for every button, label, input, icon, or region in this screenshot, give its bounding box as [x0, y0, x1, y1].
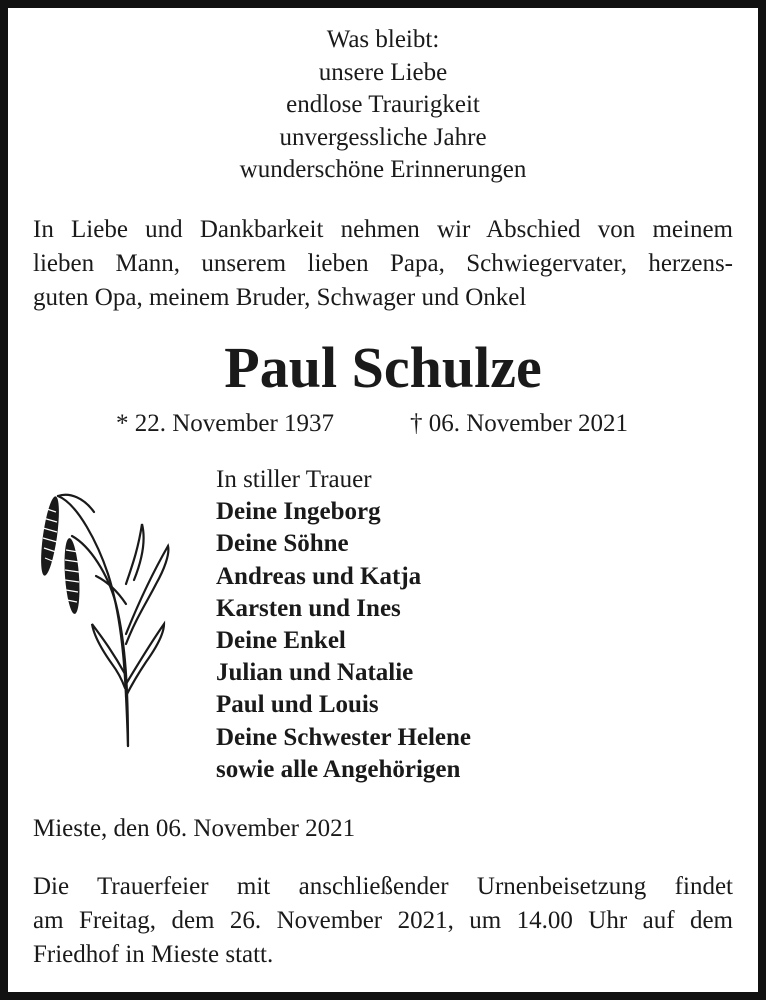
mourner-line: Deine Söhne	[216, 530, 349, 558]
intro-line: guten Opa, meinem Bruder, Schwager und Onkel	[33, 284, 527, 311]
place-and-date: Mieste, den 06. November 2021	[33, 815, 356, 842]
death-date: † 06. November 2021	[410, 410, 629, 437]
mourner-line: Deine Ingeborg	[216, 498, 381, 526]
wheat-ears-icon	[28, 484, 188, 754]
wheat-leaf	[126, 524, 144, 584]
poem-line: Was bleibt:	[326, 26, 440, 53]
mourner-line: Paul und Louis	[216, 691, 379, 719]
memorial-poem	[0, 24, 766, 187]
intro-line: lieben Mann, unserem lieben Papa, Schwiegervater, herzens-	[33, 250, 733, 277]
poem-line: unvergessliche Jahre	[279, 123, 487, 151]
poem-line: unsere Liebe	[318, 58, 448, 86]
mourner-line: Karsten und Ines	[216, 594, 401, 622]
deceased-name: Paul Schulze	[224, 335, 542, 400]
funeral-line: Die Trauerfeier mit anschließender Urnenbeisetzung findet	[33, 873, 733, 900]
mourner-line: sowie alle Angehörigen	[216, 755, 461, 783]
funeral-notice	[33, 870, 733, 972]
poem-line: endlose Traurigkeit	[286, 91, 480, 118]
poem-line: wunderschöne Erinnerungen	[239, 156, 527, 183]
wheat-stalk	[72, 536, 128, 746]
mourner-line: Deine Schwester Helene	[216, 723, 472, 751]
funeral-line: am Freitag, dem 26. November 2021, um 14.00 Uhr auf dem	[33, 907, 733, 934]
farewell-intro	[33, 213, 733, 315]
mourners-heading: In stiller Trauer	[216, 466, 372, 493]
wheat-leaf	[126, 624, 164, 696]
mourner-line: Julian und Natalie	[216, 659, 414, 687]
intro-line: In Liebe und Dankbarkeit nehmen wir Abschied von meinem	[33, 216, 733, 243]
mourner-line: Deine Enkel	[216, 627, 346, 655]
funeral-line: Friedhof in Mieste statt.	[33, 941, 274, 968]
mourner-line: Andreas und Katja	[216, 562, 422, 590]
mourners-list	[216, 464, 471, 786]
birth-date: * 22. November 1937	[116, 410, 335, 437]
wheat-ear-right	[62, 538, 81, 615]
wheat-ear-left	[38, 495, 63, 576]
wheat-stalk	[58, 496, 128, 746]
